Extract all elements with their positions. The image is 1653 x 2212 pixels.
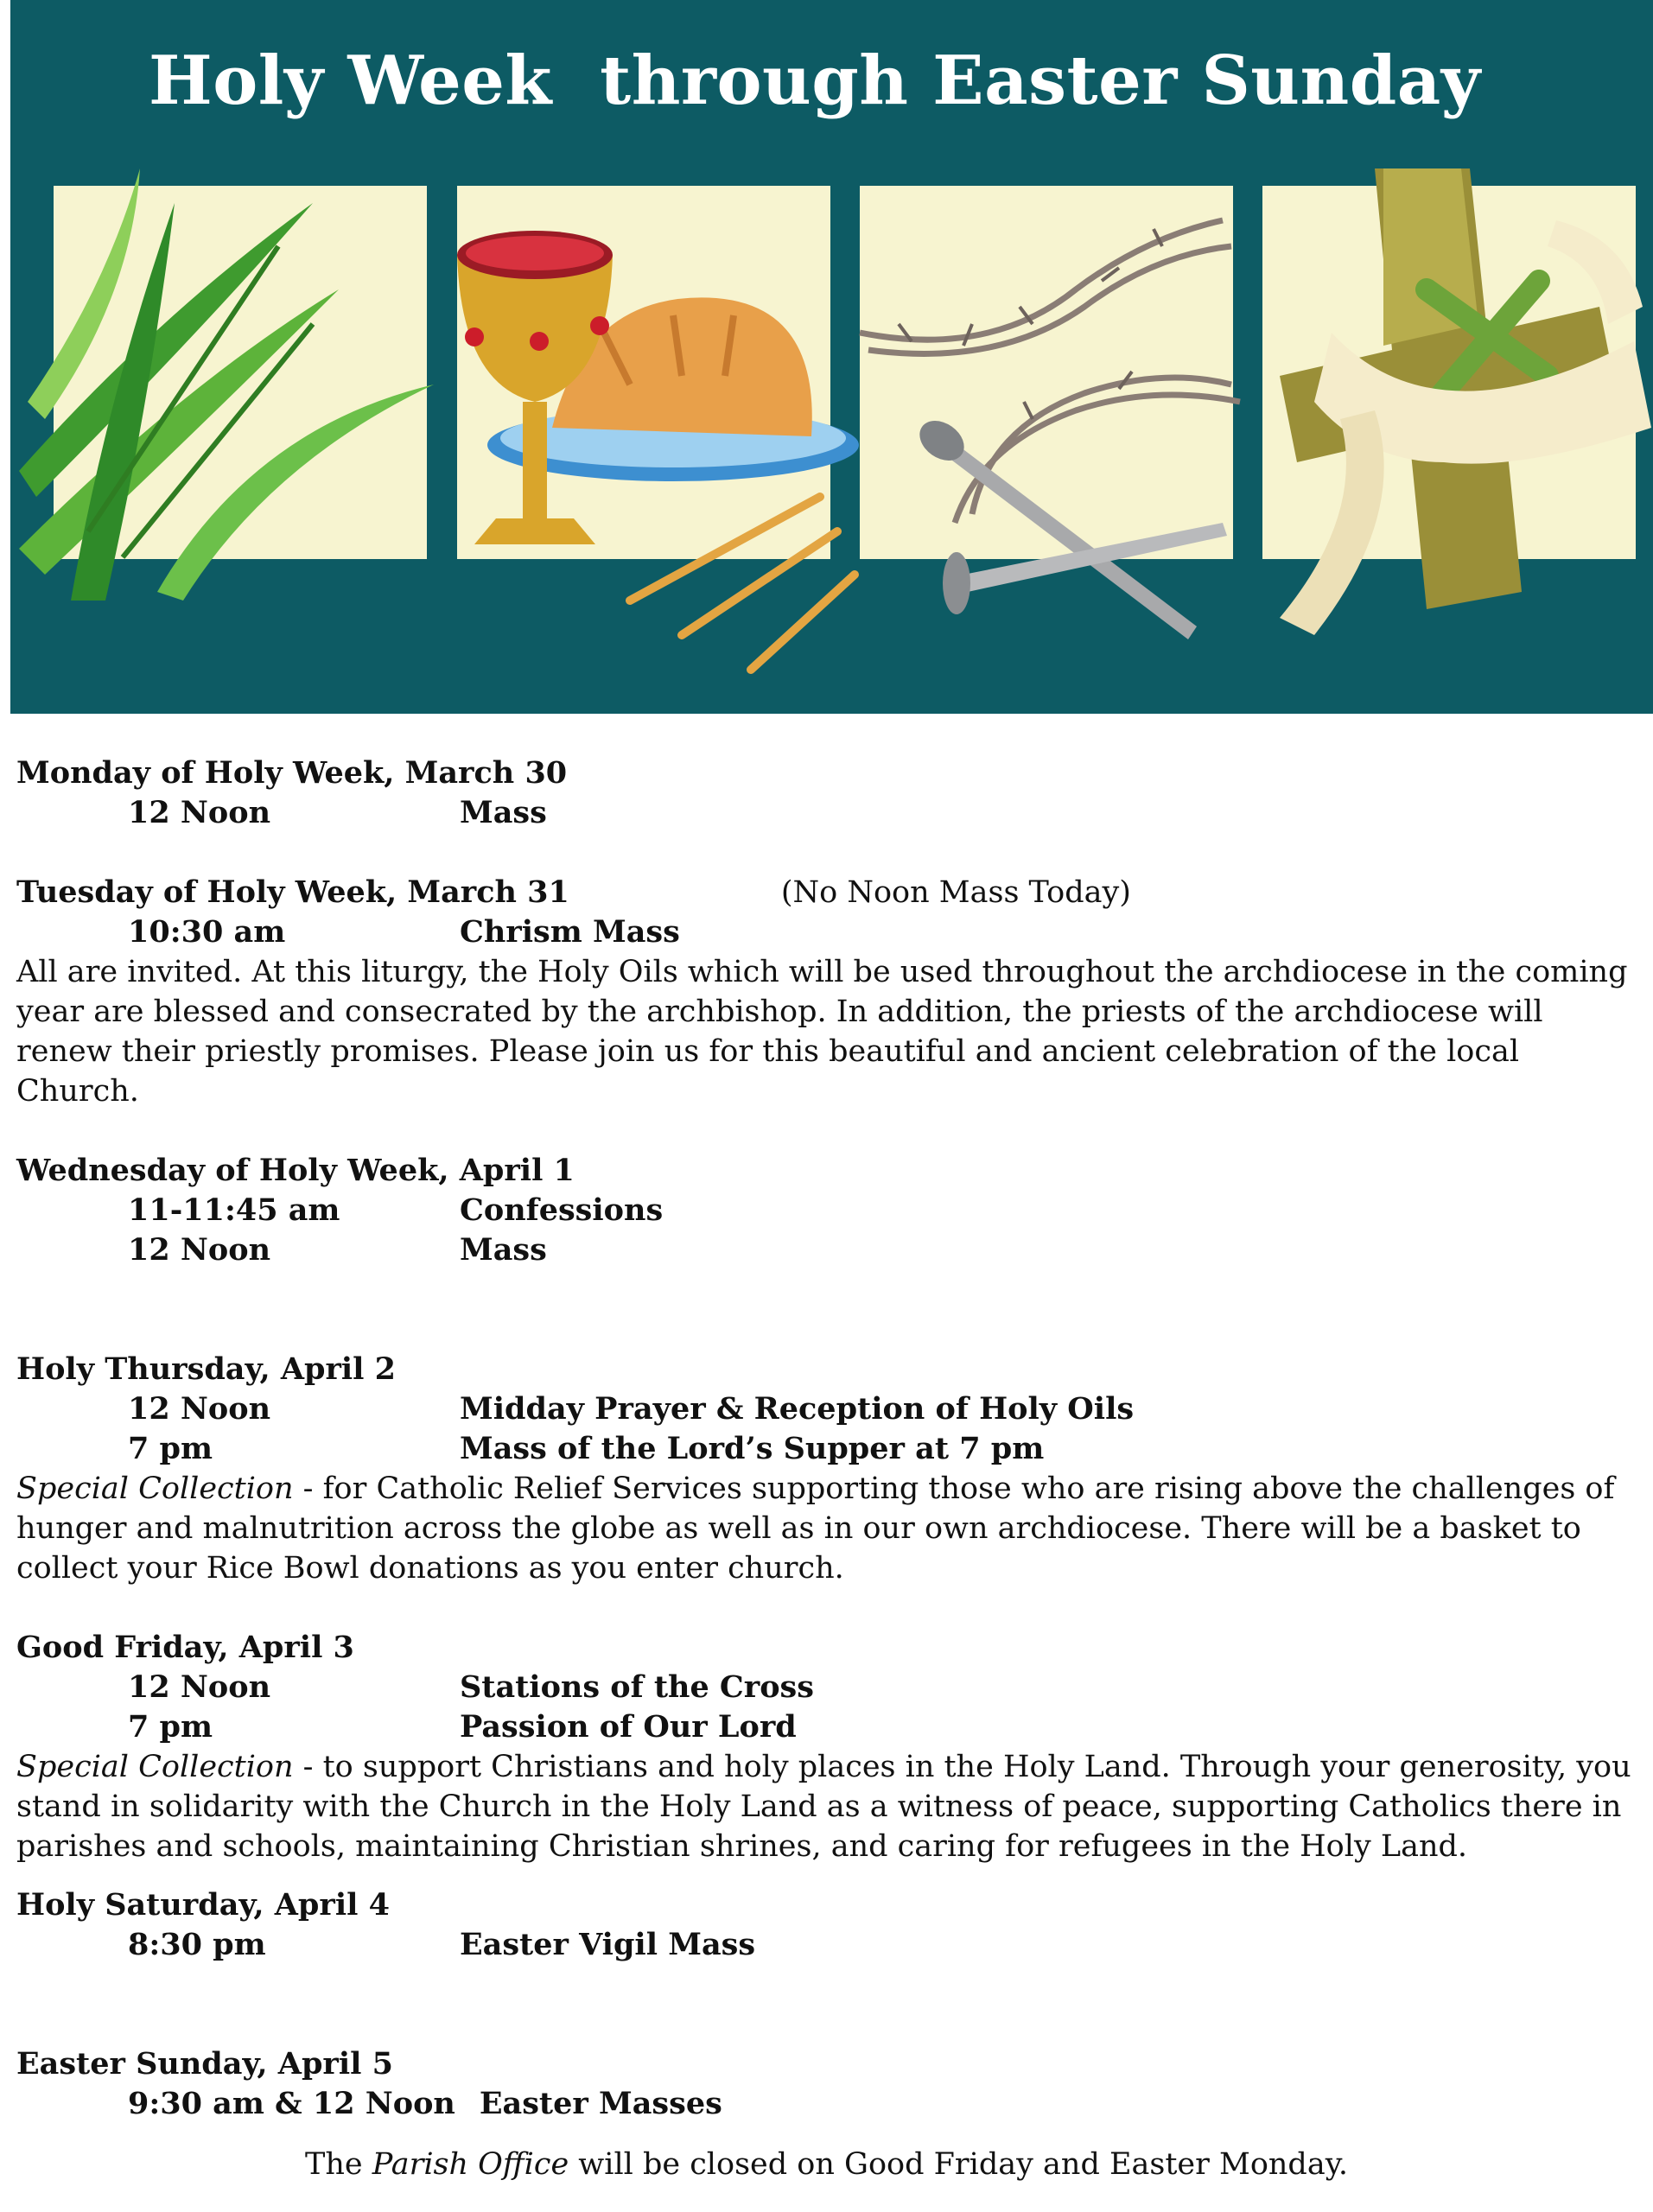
day-heading: Monday of Holy Week, March 30 [16,755,568,791]
collection-label: Special Collection [16,1471,294,1506]
day-section [16,1628,1641,1866]
time: 12 Noon [128,1669,271,1705]
day-section [16,2044,1641,2124]
crown-of-thorns-and-nails-icon [860,186,1233,559]
cross-with-shroud-icon [1262,186,1636,559]
schedule-row [16,1191,1641,1230]
collection-description [16,1747,1641,1866]
palm-fronds-icon [54,186,427,559]
day-note: (No Noon Mass Today) [780,875,1131,910]
day-section [16,1350,1641,1588]
day-section [16,873,1641,1111]
day-heading: Tuesday of Holy Week, March 31 [16,874,569,910]
collection-text: - for Catholic Relief Services supporting those who are rising above the challenges of hunger and malnutrition across the globe as well as in our own archdiocese. There will be a basket to collect your Rice Bowl donations as you enter church. [16,1471,1615,1586]
schedule-row [16,1429,1641,1469]
footer-prefix: The [305,2147,372,2182]
time: 8:30 pm [128,1927,266,1962]
chalice-and-bread-icon [457,186,830,559]
passion-panel [860,186,1233,559]
footer-suffix: will be closed on Good Friday and Easter Monday. [569,2147,1348,2182]
schedule-row [16,1230,1641,1270]
day-section [16,1885,1641,1965]
day-heading: Wednesday of Holy Week, April 1 [16,1153,575,1188]
eucharist-panel [457,186,830,559]
collection-text: - to support Christians and holy places in the Holy Land. Through your generosity, you stand in solidarity with the Church in the Holy Land as a witness of peace, supporting Catholics there in parishes and schools, maintaining Christian shrines, and caring for refugees in the Holy Land. [16,1750,1631,1864]
day-heading: Holy Saturday, April 4 [16,1887,390,1923]
event: Easter Masses [479,2086,722,2121]
day-heading: Easter Sunday, April 5 [16,2046,393,2082]
day-description: All are invited. At this liturgy, the Holy Oils which will be used throughout the archdiocese in the coming year are blessed and consecrated by the archbishop. In addition, the priests of the archdiocese will renew their priestly promises. Please join us for this beautiful and ancient celebration of the local Church. [16,955,1628,1109]
cross-panel [1262,186,1636,559]
schedule-row [16,2084,1641,2124]
time: 7 pm [128,1709,213,1745]
day-heading-row [16,873,1641,912]
schedule-row [16,1925,1641,1965]
day-section [16,753,1641,833]
time: 7 pm [128,1431,213,1466]
collection-label: Special Collection [16,1750,294,1784]
time: 12 Noon [128,1232,271,1268]
time: 12 Noon [128,1391,271,1427]
page-title: Holy Week through Easter Sunday [149,41,1481,120]
day-heading: Good Friday, April 3 [16,1630,354,1665]
event: Mass of the Lord’s Supper at 7 pm [460,1431,1045,1466]
schedule-row [16,1707,1641,1747]
time: 10:30 am [128,914,286,950]
event: Easter Vigil Mass [460,1927,756,1962]
collection-description [16,1469,1641,1588]
day-heading: Holy Thursday, April 2 [16,1351,397,1387]
event: Stations of the Cross [460,1669,814,1705]
event: Passion of Our Lord [460,1709,797,1745]
time: 9:30 am & 12 Noon [128,2086,455,2121]
time: 12 Noon [128,795,271,830]
schedule-row [16,1389,1641,1429]
day-section [16,1151,1641,1270]
time: 11-11:45 am [128,1192,340,1228]
event: Mass [460,795,547,830]
schedule-row [16,1668,1641,1707]
event: Chrism Mass [460,914,680,950]
schedule-row [16,793,1641,833]
palm-panel [54,186,427,559]
schedule-row [16,912,1641,952]
event: Mass [460,1232,547,1268]
schedule [16,753,1641,2124]
event: Confessions [460,1192,664,1228]
header-banner [10,0,1653,714]
parish-office: Parish Office [372,2147,569,2182]
event: Midday Prayer & Reception of Holy Oils [460,1391,1135,1427]
footer-note [0,2147,1653,2182]
